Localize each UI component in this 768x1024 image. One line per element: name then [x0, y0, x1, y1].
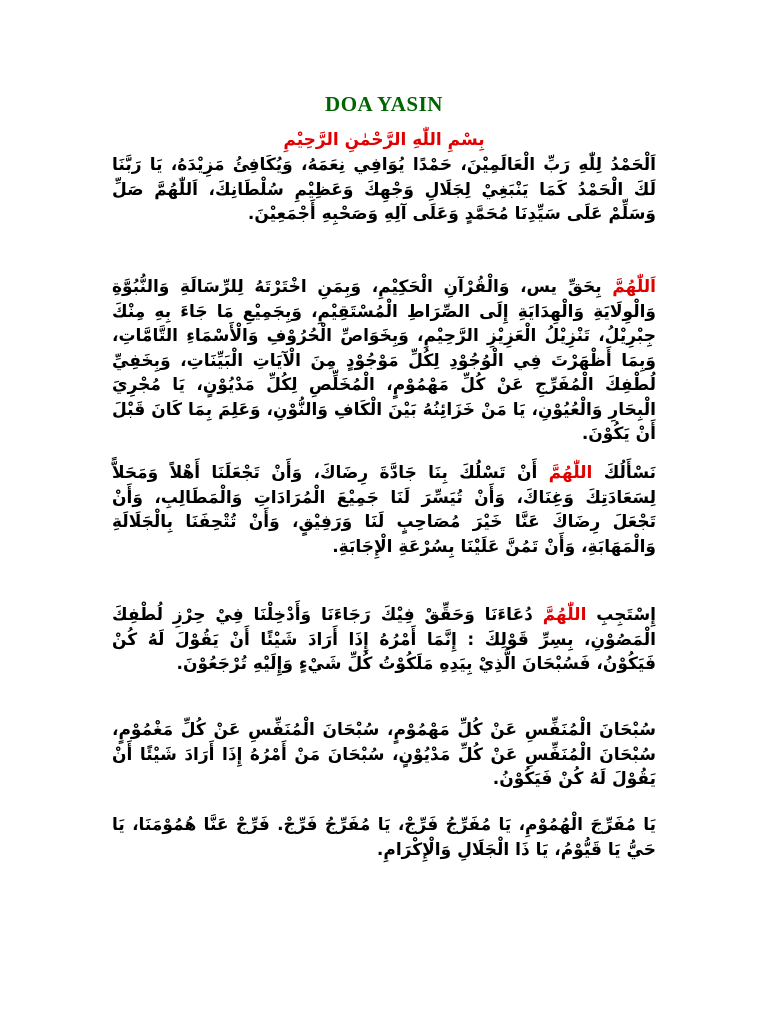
paragraph-2 [112, 275, 656, 447]
paragraph-1-text: اَلْحَمْدُ لِلّٰهِ رَبِّ الْعَالَمِيْنَ، حَمْدًا يُوَافِي نِعَمَهُ، وَيُكَافِئُ مَزِيْدَهُ، يَا رَبَّنَا لَكَ الْحَمْدُ كَمَا يَنْبَغِيْ لِجَلَالِ وَجْهِكَ وَعَظِيْمِ سُلْطَانِكَ، اَللّٰهُمَّ صَلِّ وَسَلِّمْ عَلَى سَيِّدِنَا مُحَمَّدٍ وَعَلَى آلِهِ وَصَحْبِهِ أَجْمَعِيْنَ. [112, 155, 656, 224]
paragraph-2-lead: اَللّٰهُمَّ [612, 277, 656, 297]
paragraph-6-text: يَا مُفَرِّجَ الْهُمُوْمِ، يَا مُفَرِّجُ فَرِّجْ، يَا مُفَرِّجُ فَرِّجْ. فَرِّجْ عَنَّا هُمُوْمَنَا، يَا حَيُّ يَا قَيُّوْمُ، يَا ذَا الْجَلَالِ وَالْإِكْرَامِ. [112, 815, 656, 860]
paragraph-6 [112, 813, 656, 862]
paragraph-4-text: دُعَاءَنَا وَحَقِّقْ فِيْكَ رَجَاءَنَا وَأَدْخِلْنَا فِيْ حِرْزِ لُطْفِكَ الْمَصُوْنِ، بِسِرِّ قَوْلِكَ : إِنَّمَا أَمْرُهُ إِذَا أَرَادَ شَيْئًا أَنْ يَقُوْلَ لَهُ كُنْ فَيَكُوْنُ، فَسُبْحَانَ الَّذِيْ بِيَدِهِ مَلَكُوْتُ كُلِّ شَيْءٍ وَإِلَيْهِ تُرْجَعُوْنَ. [112, 605, 656, 674]
paragraph-1 [112, 153, 656, 227]
paragraph-4-lead-highlight: اللّٰهُمَّ [542, 605, 587, 625]
paragraph-5 [112, 718, 656, 792]
paragraph-4 [112, 603, 656, 677]
paragraph-3-text: أَنْ تَسْلُكَ بِنَا جَادَّةَ رِضَاكَ، وَأَنْ تَجْعَلَنَا أَهْلاً وَمَحَلاًّ لِسَعَادَتِكَ وَغِنَاكَ، وَأَنْ تُيَسِّرَ لَنَا جَمِيْعَ الْمُرَادَاتِ وَالْمَطَالِبِ، وَأَنْ تَجْعَلَ رِضَاكَ عَنَّا خَيْرَ مُصَاحِبٍ لَنَا وَرَفِيْقٍ، وَأَنْ تُتْحِفَنَا بِالْجَلَالَةِ وَالْمَهَابَةِ، وَأَنْ تَمُنَّ عَلَيْنَا بِسُرْعَةِ الْإِجَابَةِ. [112, 463, 656, 557]
paragraph-2-text: بِحَقِّ يس، وَالْقُرْآنِ الْحَكِيْمِ، وَبِمَنِ اخْتَرْتَهُ لِلرِّسَالَةِ وَالنُّبُوَّةِ وَالْوِلَايَةِ وَالْهِدَايَةِ إِلَى الصِّرَاطِ الْمُسْتَقِيْمِ، وَبِجَمِيْعِ مَا جَاءَ بِهِ مِنْكَ جِبْرِيْلُ، تَنْزِيْلُ الْعَزِيْزِ الرَّحِيْمِ، وَبِخَوَاصِّ الْحُرُوْفِ وَالْأَسْمَاءِ التَّامَّاتِ، وَبِمَا أَظْهَرْتَ فِي الْوُجُوْدِ لِكُلِّ مَوْجُوْدٍ مِنَ الْآيَاتِ الْبَيِّنَاتِ، وَبِخَفِيِّ لُطْفِكَ الْمُفَرِّجِ عَنْ كُلِّ مَهْمُوْمٍ، الْمُخَلِّصِ لِكُلِّ مَدْيُوْنٍ، يَا مُجْرِيَ الْبِحَارِ وَالْعُيُوْنِ، يَا مَنْ خَزَائِنُهُ بَيْنَ الْكَافِ وَالنُّوْنِ، وَعَلِمَ بِمَا كَانَ قَبْلَ أَنْ يَكُوْنَ. [112, 277, 656, 444]
paragraph-3 [112, 461, 656, 559]
paragraph-3-lead: نَسْأَلُكَ [592, 463, 656, 483]
basmala-heading: بِسْمِ اللّٰهِ الرَّحْمٰنِ الرَّحِيْمِ [283, 130, 485, 150]
paragraph-3-lead-highlight: اللّٰهُمَّ [548, 463, 593, 483]
paragraph-4-lead: إِسْتَجِبِ [586, 605, 656, 625]
document-title: DOA YASIN [325, 92, 443, 116]
paragraph-5-text: سُبْحَانَ الْمُنَفِّسِ عَنْ كُلِّ مَهْمُوْمٍ، سُبْحَانَ الْمُنَفِّسِ عَنْ كُلِّ مَغْمُوْمٍ، سُبْحَانَ الْمُنَفِّسِ عَنْ كُلِّ مَدْيُوْنٍ، سُبْحَانَ مَنْ أَمْرُهُ إِذَا أَرَادَ شَيْئًا أَنْ يَقُوْلَ لَهُ كُنْ فَيَكُوْنُ. [112, 720, 656, 789]
